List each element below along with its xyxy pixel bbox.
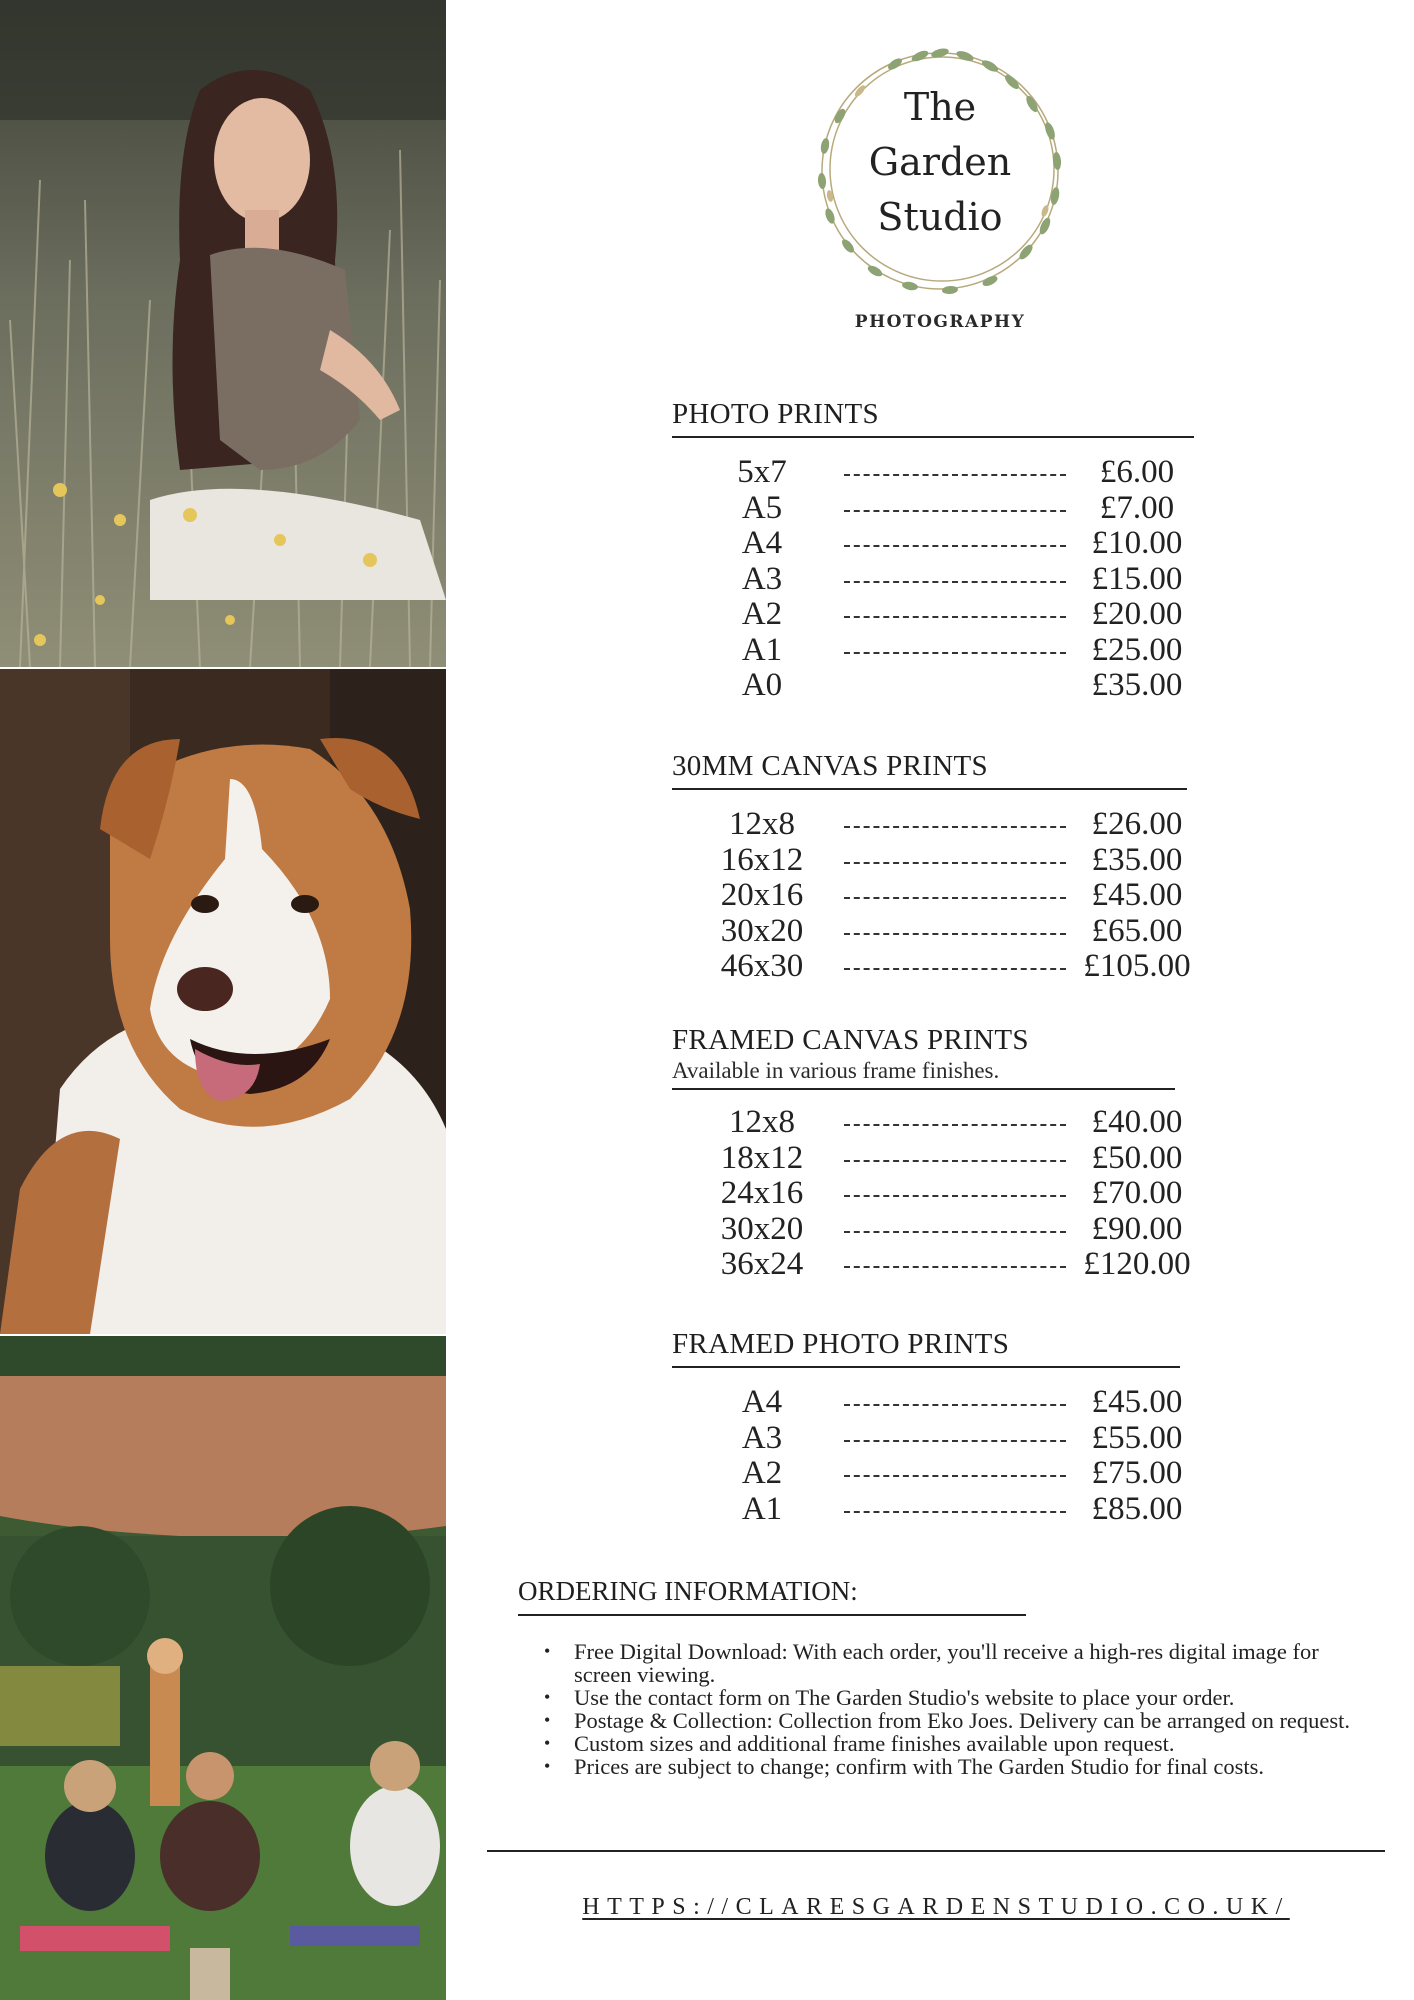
size-label: A2 <box>741 1455 783 1491</box>
section-subtitle: Available in various frame finishes. <box>672 1058 1000 1083</box>
dash-leader <box>844 956 1066 970</box>
price-value: £10.00 <box>1091 525 1183 561</box>
price-value: £45.00 <box>1091 877 1183 913</box>
price-row <box>672 1246 1191 1282</box>
dash-leader <box>844 921 1066 935</box>
ordering-divider <box>518 1614 1026 1616</box>
size-label: A5 <box>741 489 783 526</box>
price-value: £7.00 <box>1099 489 1175 526</box>
logo-wordmark <box>800 80 1080 245</box>
price-row <box>672 842 1187 878</box>
size-label: A3 <box>741 1419 783 1456</box>
price-row <box>672 1175 1183 1211</box>
price-value: £40.00 <box>1091 1104 1183 1140</box>
price-row <box>672 525 1194 561</box>
size-label: 16x12 <box>720 841 804 878</box>
price-row <box>672 1384 1183 1420</box>
price-row <box>672 454 1194 490</box>
dash-leader <box>844 814 1066 828</box>
dash-leader <box>844 1112 1066 1126</box>
framed-photo-section <box>672 1326 1183 1527</box>
dash-leader <box>844 1392 1066 1406</box>
section-title: 30MM CANVAS PRINTS <box>672 750 988 782</box>
price-value: £70.00 <box>1091 1175 1183 1211</box>
ordering-information <box>518 1574 1378 1778</box>
size-label: 20x16 <box>720 877 804 913</box>
logo-line: Studio <box>877 195 1003 239</box>
price-row <box>672 1419 1183 1456</box>
price-value: £20.00 <box>1091 596 1183 632</box>
price-row <box>672 596 1194 632</box>
price-value: £15.00 <box>1091 560 1183 597</box>
dash-leader <box>844 1183 1066 1197</box>
price-value: £50.00 <box>1091 1139 1183 1176</box>
size-label: 30x20 <box>720 1210 804 1247</box>
photo-prints-section <box>672 396 1194 703</box>
outdoor-gathering-photo <box>0 1336 446 2000</box>
price-row <box>672 948 1191 984</box>
studio-logo <box>800 36 1080 306</box>
ordering-title: ORDERING INFORMATION: <box>518 1576 858 1606</box>
price-value: £6.00 <box>1099 454 1175 490</box>
price-row <box>672 806 1187 842</box>
price-value: £26.00 <box>1091 806 1183 842</box>
price-value: £35.00 <box>1091 667 1183 703</box>
size-label: 36x24 <box>720 1246 804 1282</box>
dash-leader <box>844 462 1066 476</box>
dash-leader <box>844 640 1066 654</box>
price-row <box>672 913 1187 949</box>
size-label: A2 <box>741 596 783 632</box>
size-label: A1 <box>741 1490 783 1527</box>
woman-in-meadow-photo <box>0 0 446 667</box>
footer-divider <box>487 1850 1385 1852</box>
framed-canvas-section <box>672 1022 1191 1282</box>
size-label: A4 <box>741 525 783 561</box>
price-value: £65.00 <box>1091 912 1183 949</box>
price-row <box>672 1104 1183 1140</box>
dash-leader <box>844 604 1066 618</box>
price-row <box>672 1139 1183 1176</box>
price-value: £35.00 <box>1091 841 1183 878</box>
dash-leader <box>844 1463 1066 1477</box>
dash-leader <box>844 1499 1066 1513</box>
size-label: A1 <box>741 631 783 668</box>
section-divider <box>672 1088 1175 1090</box>
price-value: £85.00 <box>1091 1490 1183 1527</box>
size-label: A0 <box>741 667 783 703</box>
price-row <box>672 490 1194 526</box>
price-row <box>672 632 1194 668</box>
dash-leader <box>844 533 1066 547</box>
price-value: £55.00 <box>1091 1419 1183 1456</box>
section-title: PHOTO PRINTS <box>672 398 879 430</box>
size-label: 12x8 <box>729 806 795 842</box>
price-value: £25.00 <box>1091 631 1183 668</box>
price-row <box>672 1210 1183 1247</box>
section-divider <box>672 436 1194 438</box>
price-row <box>672 877 1187 913</box>
price-value: £90.00 <box>1091 1210 1183 1247</box>
dash-leader <box>844 1428 1066 1442</box>
website-link[interactable]: HTTPS://CLARESGARDENSTUDIO.CO.UK/ <box>582 1894 1290 1920</box>
list-item: • Postage & Collection: Collection from Eko Joes. Delivery can be arranged on request. <box>542 1709 1372 1732</box>
size-label: A4 <box>741 1384 783 1420</box>
dash-leader <box>844 1254 1066 1268</box>
ordering-list <box>542 1640 1378 1778</box>
size-label: 18x12 <box>720 1139 804 1176</box>
dash-leader <box>844 569 1066 583</box>
list-item: • Free Digital Download: With each order, you'll receive a high-res digital image for screen viewing. <box>542 1640 1372 1686</box>
dash-leader <box>844 850 1066 864</box>
list-item: • Use the contact form on The Garden Studio's website to place your order. <box>542 1686 1372 1709</box>
dash-leader <box>844 1219 1066 1233</box>
size-label: 12x8 <box>729 1104 795 1140</box>
section-divider <box>672 1366 1180 1368</box>
dash-leader <box>844 1148 1066 1162</box>
list-item: • Prices are subject to change; confirm with The Garden Studio for final costs. <box>542 1755 1372 1778</box>
price-value: £45.00 <box>1091 1384 1183 1420</box>
section-divider <box>672 788 1187 790</box>
price-row <box>672 1455 1183 1491</box>
size-label: 24x16 <box>720 1175 804 1211</box>
section-title: FRAMED CANVAS PRINTS <box>672 1024 1029 1056</box>
size-label: 30x20 <box>720 912 804 949</box>
price-row <box>672 667 1194 703</box>
price-row <box>672 1490 1183 1527</box>
list-item: • Custom sizes and additional frame finishes available upon request. <box>542 1732 1372 1755</box>
price-value: £105.00 <box>1083 948 1191 984</box>
size-label: 46x30 <box>720 948 804 984</box>
size-label: A3 <box>741 560 783 597</box>
logo-subtitle: PHOTOGRAPHY <box>854 312 1026 332</box>
logo-line: Garden <box>868 140 1012 184</box>
dash-leader <box>844 498 1066 512</box>
size-label: 5x7 <box>737 454 787 490</box>
price-row <box>672 561 1194 597</box>
price-value: £75.00 <box>1091 1455 1183 1491</box>
logo-line: The <box>903 85 977 129</box>
collie-dog-photo <box>0 669 446 1334</box>
section-title: FRAMED PHOTO PRINTS <box>672 1328 1010 1360</box>
dash-leader <box>844 885 1066 899</box>
canvas-prints-section <box>672 748 1191 984</box>
price-value: £120.00 <box>1083 1246 1191 1282</box>
